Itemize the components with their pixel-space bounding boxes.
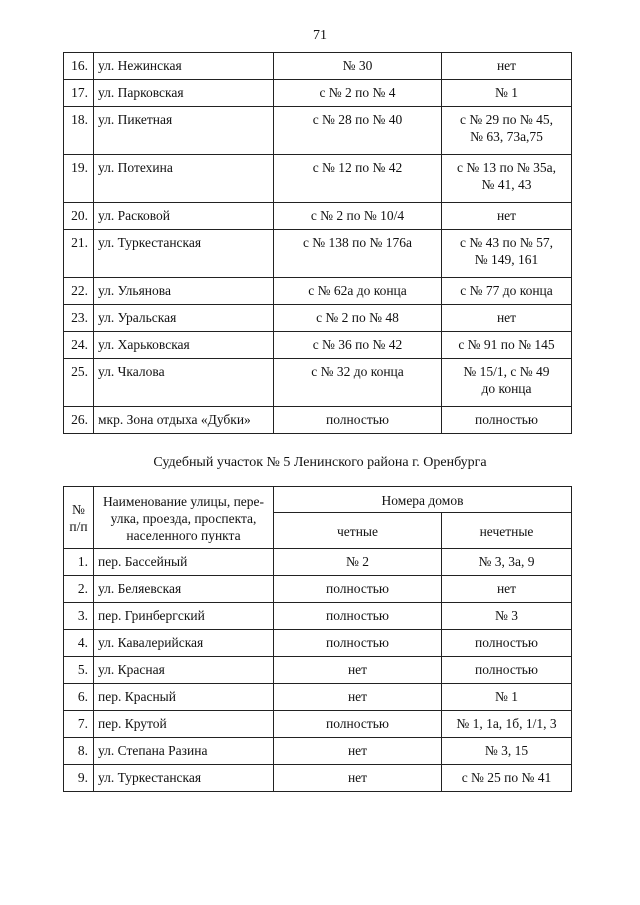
street-name: ул. Кавалерийская [94, 630, 274, 657]
row-number: 7. [64, 711, 94, 738]
page-number: 71 [313, 28, 327, 43]
row-number: 18. [64, 107, 94, 155]
even-houses: нет [274, 684, 442, 711]
street-name: пер. Крутой [94, 711, 274, 738]
header-name-line-2: улка, проезда, проспекта, [110, 510, 257, 526]
odd-houses-line-2: № 63, 73а,75 [470, 129, 543, 144]
table-row [64, 230, 572, 278]
row-number: 19. [64, 155, 94, 203]
table-row [64, 359, 572, 407]
street-name: ул. Потехина [94, 155, 274, 203]
table-row [64, 684, 572, 711]
street-name: ул. Харьковская [94, 332, 274, 359]
row-number: 8. [64, 738, 94, 765]
odd-houses: с № 77 до конца [442, 278, 572, 305]
even-houses: полностью [274, 630, 442, 657]
row-number: 16. [64, 53, 94, 80]
street-name: пер. Красный [94, 684, 274, 711]
table-row [64, 203, 572, 230]
header-number [64, 487, 94, 549]
odd-houses: нет [442, 203, 572, 230]
street-name: ул. Туркестанская [94, 230, 274, 278]
table-row [64, 278, 572, 305]
even-houses: с № 2 по № 48 [274, 305, 442, 332]
streets-table-continued [63, 52, 572, 434]
odd-houses-line-1: № 15/1, с № 49 [463, 364, 550, 379]
row-number: 5. [64, 657, 94, 684]
odd-houses: с № 25 по № 41 [442, 765, 572, 792]
header-number-line-1: № [72, 502, 85, 517]
odd-houses: полностью [442, 657, 572, 684]
even-houses: полностью [274, 603, 442, 630]
odd-houses-line-1: с № 43 по № 57, [460, 235, 553, 250]
street-name: мкр. Зона отдыха «Дубки» [94, 407, 274, 434]
odd-houses: № 3, 3а, 9 [442, 549, 572, 576]
table-row [64, 53, 572, 80]
table-row [64, 576, 572, 603]
row-number: 17. [64, 80, 94, 107]
street-name: ул. Красная [94, 657, 274, 684]
odd-houses: нет [442, 305, 572, 332]
row-number: 4. [64, 630, 94, 657]
table-row [64, 738, 572, 765]
street-name: ул. Парковская [94, 80, 274, 107]
header-odd: нечетные [442, 513, 572, 549]
header-name-line-1: Наименование улицы, пере- [102, 493, 265, 509]
street-name: ул. Беляевская [94, 576, 274, 603]
header-name-line-3: населенного пункта [126, 527, 241, 543]
odd-houses: полностью [442, 407, 572, 434]
table-row [64, 711, 572, 738]
header-street-name [94, 487, 274, 549]
even-houses: полностью [274, 407, 442, 434]
row-number: 21. [64, 230, 94, 278]
header-number-line-2: п/п [69, 519, 88, 534]
even-houses: полностью [274, 576, 442, 603]
row-number: 20. [64, 203, 94, 230]
table-row [64, 630, 572, 657]
street-name: пер. Бассейный [94, 549, 274, 576]
odd-houses: № 1 [442, 684, 572, 711]
odd-houses: № 3, 15 [442, 738, 572, 765]
header-even: четные [274, 513, 442, 549]
row-number: 2. [64, 576, 94, 603]
street-name: ул. Степана Разина [94, 738, 274, 765]
even-houses: нет [274, 738, 442, 765]
street-name: ул. Ульянова [94, 278, 274, 305]
row-number: 25. [64, 359, 94, 407]
odd-houses [442, 155, 572, 203]
street-name: ул. Чкалова [94, 359, 274, 407]
odd-houses: № 1, 1а, 1б, 1/1, 3 [442, 711, 572, 738]
section-title: Судебный участок № 5 Ленинского района г. Оренбурга [153, 455, 487, 470]
even-houses: с № 36 по № 42 [274, 332, 442, 359]
odd-houses [442, 359, 572, 407]
streets-table-section-5 [63, 486, 572, 792]
header-house-numbers: Номера домов [274, 487, 572, 513]
even-houses: № 2 [274, 549, 442, 576]
odd-houses: с № 91 по № 145 [442, 332, 572, 359]
odd-houses: № 1 [442, 80, 572, 107]
table-row [64, 407, 572, 434]
street-name: ул. Расковой [94, 203, 274, 230]
row-number: 23. [64, 305, 94, 332]
odd-houses: нет [442, 53, 572, 80]
street-name: ул. Туркестанская [94, 765, 274, 792]
table-row [64, 155, 572, 203]
odd-houses-line-2: № 149, 161 [474, 252, 539, 267]
table-row [64, 549, 572, 576]
table-row [64, 80, 572, 107]
odd-houses [442, 107, 572, 155]
row-number: 24. [64, 332, 94, 359]
odd-houses: № 3 [442, 603, 572, 630]
even-houses: нет [274, 765, 442, 792]
table-header-row [64, 487, 572, 513]
row-number: 6. [64, 684, 94, 711]
row-number: 9. [64, 765, 94, 792]
odd-houses [442, 230, 572, 278]
table-row [64, 765, 572, 792]
table-row [64, 603, 572, 630]
street-name: ул. Уральская [94, 305, 274, 332]
odd-houses-line-1: с № 29 по № 45, [460, 112, 553, 127]
table-row [64, 305, 572, 332]
odd-houses-line-2: № 41, 43 [481, 177, 532, 192]
even-houses: с № 62а до конца [274, 278, 442, 305]
table-row [64, 107, 572, 155]
odd-houses: полностью [442, 630, 572, 657]
odd-houses: нет [442, 576, 572, 603]
odd-houses-line-1: с № 13 по № 35а, [457, 160, 556, 175]
row-number: 1. [64, 549, 94, 576]
even-houses: с № 12 по № 42 [274, 155, 442, 203]
row-number: 3. [64, 603, 94, 630]
even-houses: с № 138 по № 176а [274, 230, 442, 278]
even-houses: полностью [274, 711, 442, 738]
row-number: 26. [64, 407, 94, 434]
street-name: пер. Гринбергский [94, 603, 274, 630]
even-houses: с № 28 по № 40 [274, 107, 442, 155]
even-houses: с № 2 по № 10/4 [274, 203, 442, 230]
street-name: ул. Нежинская [94, 53, 274, 80]
row-number: 22. [64, 278, 94, 305]
even-houses: № 30 [274, 53, 442, 80]
even-houses: нет [274, 657, 442, 684]
street-name: ул. Пикетная [94, 107, 274, 155]
even-houses: с № 2 по № 4 [274, 80, 442, 107]
table-row [64, 332, 572, 359]
table-row [64, 657, 572, 684]
even-houses: с № 32 до конца [274, 359, 442, 407]
odd-houses-line-2: до конца [481, 381, 532, 396]
